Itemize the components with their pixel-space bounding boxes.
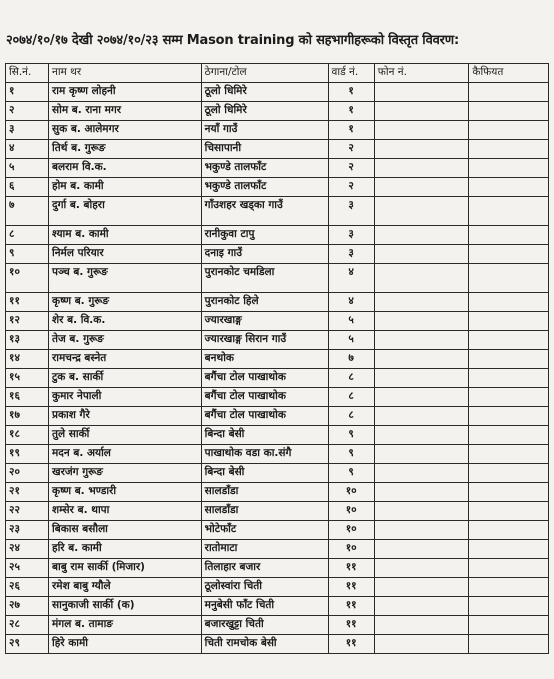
cell-ward: ३ bbox=[328, 197, 374, 226]
cell-remarks bbox=[469, 312, 549, 331]
cell-remarks bbox=[469, 159, 549, 178]
table-row bbox=[6, 369, 549, 388]
cell-ward: ११ bbox=[328, 616, 374, 635]
cell-name: तिर्थ ब. गुरूङ bbox=[49, 140, 202, 159]
cell-name: होम ब. कामी bbox=[49, 178, 202, 197]
cell-address: चिसापानी bbox=[201, 140, 328, 159]
cell-name: खरजंग गुरूङ bbox=[49, 464, 202, 483]
cell-serial: १९ bbox=[6, 445, 49, 464]
cell-serial: ११ bbox=[6, 293, 49, 312]
cell-name: बिकास बसौला bbox=[49, 521, 202, 540]
cell-serial: २९ bbox=[6, 635, 49, 654]
cell-phone bbox=[374, 121, 469, 140]
header-address: ठेगाना/टोल bbox=[201, 64, 328, 83]
table-row bbox=[6, 121, 549, 140]
cell-remarks bbox=[469, 197, 549, 226]
cell-name: निर्मल परियार bbox=[49, 245, 202, 264]
cell-ward: ३ bbox=[328, 245, 374, 264]
cell-serial: २६ bbox=[6, 578, 49, 597]
cell-name: शम्सेर ब. थापा bbox=[49, 502, 202, 521]
cell-ward: ७ bbox=[328, 350, 374, 369]
cell-address: दनाइ गाउँ bbox=[201, 245, 328, 264]
cell-remarks bbox=[469, 369, 549, 388]
cell-address: ज्यारखाङ्ग bbox=[201, 312, 328, 331]
cell-address: गाँउशहर खड्का गाउँ bbox=[201, 197, 328, 226]
cell-remarks bbox=[469, 483, 549, 502]
cell-remarks bbox=[469, 445, 549, 464]
cell-ward: १ bbox=[328, 121, 374, 140]
table-row bbox=[6, 407, 549, 426]
table-row bbox=[6, 559, 549, 578]
cell-address: बनथोक bbox=[201, 350, 328, 369]
cell-ward: २ bbox=[328, 178, 374, 197]
table-row bbox=[6, 140, 549, 159]
cell-name: कृष्ण ब. भण्डारी bbox=[49, 483, 202, 502]
cell-remarks bbox=[469, 540, 549, 559]
cell-name: तुले सार्की bbox=[49, 426, 202, 445]
cell-phone bbox=[374, 331, 469, 350]
cell-name: कुमार नेपाली bbox=[49, 388, 202, 407]
cell-name: प्रकाश गैरे bbox=[49, 407, 202, 426]
cell-name: कृष्ण ब. गुरूङ bbox=[49, 293, 202, 312]
cell-name: मंगल ब. तामाङ bbox=[49, 616, 202, 635]
cell-serial: १८ bbox=[6, 426, 49, 445]
table-row bbox=[6, 521, 549, 540]
table-row bbox=[6, 226, 549, 245]
cell-ward: ४ bbox=[328, 264, 374, 293]
cell-name: रमेश बाबु ग्यौले bbox=[49, 578, 202, 597]
cell-remarks bbox=[469, 121, 549, 140]
cell-remarks bbox=[469, 407, 549, 426]
cell-serial: २५ bbox=[6, 559, 49, 578]
cell-ward: ४ bbox=[328, 293, 374, 312]
cell-serial: १ bbox=[6, 83, 49, 102]
table-row bbox=[6, 178, 549, 197]
table-row bbox=[6, 197, 549, 226]
cell-remarks bbox=[469, 102, 549, 121]
cell-name: मदन ब. अर्याल bbox=[49, 445, 202, 464]
cell-phone bbox=[374, 521, 469, 540]
cell-remarks bbox=[469, 426, 549, 445]
cell-phone bbox=[374, 245, 469, 264]
cell-phone bbox=[374, 445, 469, 464]
cell-address: सालडाँडा bbox=[201, 483, 328, 502]
cell-remarks bbox=[469, 140, 549, 159]
cell-serial: १० bbox=[6, 264, 49, 293]
table-row bbox=[6, 426, 549, 445]
document-heading: २०७४/१०/१७ देखी २०७४/१०/२३ सम्म Mason training को सहभागीहरूको विस्तृत विवरण: bbox=[6, 33, 459, 48]
cell-name: हिरे कामी bbox=[49, 635, 202, 654]
cell-address: तिलाहार बजार bbox=[201, 559, 328, 578]
cell-phone bbox=[374, 350, 469, 369]
cell-ward: ८ bbox=[328, 407, 374, 426]
cell-serial: १३ bbox=[6, 331, 49, 350]
cell-phone bbox=[374, 293, 469, 312]
cell-ward: १० bbox=[328, 521, 374, 540]
cell-address: ठूलो धिमिरे bbox=[201, 102, 328, 121]
table-row bbox=[6, 388, 549, 407]
table-row bbox=[6, 264, 549, 293]
cell-phone bbox=[374, 264, 469, 293]
cell-phone bbox=[374, 540, 469, 559]
table-row bbox=[6, 245, 549, 264]
table-row bbox=[6, 445, 549, 464]
header-serial: सि.नं. bbox=[6, 64, 49, 83]
table-row bbox=[6, 293, 549, 312]
cell-serial: ८ bbox=[6, 226, 49, 245]
cell-phone bbox=[374, 483, 469, 502]
cell-serial: ६ bbox=[6, 178, 49, 197]
cell-ward: ९ bbox=[328, 464, 374, 483]
cell-ward: १० bbox=[328, 540, 374, 559]
cell-serial: ३ bbox=[6, 121, 49, 140]
cell-address: बिन्दा बेसी bbox=[201, 426, 328, 445]
cell-ward: १ bbox=[328, 83, 374, 102]
cell-phone bbox=[374, 559, 469, 578]
cell-phone bbox=[374, 102, 469, 121]
cell-remarks bbox=[469, 578, 549, 597]
table-row bbox=[6, 597, 549, 616]
table-row bbox=[6, 83, 549, 102]
cell-address: सालडाँडा bbox=[201, 502, 328, 521]
cell-address: बजारखुट्टा चिती bbox=[201, 616, 328, 635]
cell-ward: ८ bbox=[328, 369, 374, 388]
cell-serial: १६ bbox=[6, 388, 49, 407]
cell-name: बलराम वि.क. bbox=[49, 159, 202, 178]
cell-name: बाबु राम सार्की (मिजार) bbox=[49, 559, 202, 578]
cell-name: टुक ब. सार्की bbox=[49, 369, 202, 388]
cell-remarks bbox=[469, 559, 549, 578]
cell-phone bbox=[374, 178, 469, 197]
header-phone: फोन नं. bbox=[374, 64, 469, 83]
cell-phone bbox=[374, 635, 469, 654]
cell-address: रातोमाटा bbox=[201, 540, 328, 559]
cell-phone bbox=[374, 502, 469, 521]
cell-phone bbox=[374, 616, 469, 635]
table-row bbox=[6, 483, 549, 502]
cell-phone bbox=[374, 388, 469, 407]
cell-phone bbox=[374, 464, 469, 483]
cell-address: पुरानकोट हिले bbox=[201, 293, 328, 312]
cell-name: श्याम ब. कामी bbox=[49, 226, 202, 245]
cell-ward: २ bbox=[328, 140, 374, 159]
cell-ward: १ bbox=[328, 102, 374, 121]
table-body bbox=[6, 83, 549, 654]
cell-phone bbox=[374, 83, 469, 102]
cell-name: सुक ब. आलेमगर bbox=[49, 121, 202, 140]
cell-phone bbox=[374, 578, 469, 597]
cell-serial: ५ bbox=[6, 159, 49, 178]
cell-remarks bbox=[469, 388, 549, 407]
cell-address: पुरानकोट चमडिला bbox=[201, 264, 328, 293]
table-row bbox=[6, 616, 549, 635]
cell-address: बगैंचा टोल पाखाथोक bbox=[201, 407, 328, 426]
cell-ward: ११ bbox=[328, 578, 374, 597]
table-row bbox=[6, 350, 549, 369]
cell-remarks bbox=[469, 635, 549, 654]
cell-ward: १० bbox=[328, 502, 374, 521]
cell-name: राम कृष्ण लोहनी bbox=[49, 83, 202, 102]
cell-remarks bbox=[469, 293, 549, 312]
cell-name: सानुकाजी सार्की (क) bbox=[49, 597, 202, 616]
cell-remarks bbox=[469, 245, 549, 264]
table-row bbox=[6, 312, 549, 331]
cell-name: तेज ब. गुरूङ bbox=[49, 331, 202, 350]
cell-address: नयाँ गाउँ bbox=[201, 121, 328, 140]
cell-serial: १२ bbox=[6, 312, 49, 331]
cell-address: पाखाथोक वडा का.संगै bbox=[201, 445, 328, 464]
cell-ward: ११ bbox=[328, 635, 374, 654]
cell-phone bbox=[374, 407, 469, 426]
table-row bbox=[6, 635, 549, 654]
cell-ward: २ bbox=[328, 159, 374, 178]
participants-table bbox=[5, 63, 549, 654]
cell-remarks bbox=[469, 226, 549, 245]
table-row bbox=[6, 331, 549, 350]
cell-remarks bbox=[469, 597, 549, 616]
cell-address: रानीकुवा टापु bbox=[201, 226, 328, 245]
cell-phone bbox=[374, 597, 469, 616]
header-name: नाम थर bbox=[49, 64, 202, 83]
cell-remarks bbox=[469, 331, 549, 350]
cell-serial: २७ bbox=[6, 597, 49, 616]
cell-name: शेर ब. वि.क. bbox=[49, 312, 202, 331]
cell-address: बगैंचा टोल पाखाथोक bbox=[201, 388, 328, 407]
cell-remarks bbox=[469, 616, 549, 635]
cell-address: चिती रामचोक बेसी bbox=[201, 635, 328, 654]
cell-name: दुर्गा ब. बोहरा bbox=[49, 197, 202, 226]
cell-serial: २० bbox=[6, 464, 49, 483]
cell-remarks bbox=[469, 350, 549, 369]
cell-address: बिन्दा बेसी bbox=[201, 464, 328, 483]
table-row bbox=[6, 502, 549, 521]
cell-ward: ५ bbox=[328, 312, 374, 331]
table-row bbox=[6, 102, 549, 121]
cell-serial: १५ bbox=[6, 369, 49, 388]
cell-name: रामचन्द्र बस्नेत bbox=[49, 350, 202, 369]
cell-serial: २१ bbox=[6, 483, 49, 502]
cell-serial: २२ bbox=[6, 502, 49, 521]
table-row bbox=[6, 578, 549, 597]
cell-name: पञ्च ब. गुरूङ bbox=[49, 264, 202, 293]
cell-ward: ३ bbox=[328, 226, 374, 245]
cell-serial: ९ bbox=[6, 245, 49, 264]
cell-remarks bbox=[469, 464, 549, 483]
cell-ward: ९ bbox=[328, 445, 374, 464]
cell-serial: १७ bbox=[6, 407, 49, 426]
cell-address: भकुण्डे तालफाँट bbox=[201, 178, 328, 197]
cell-serial: २ bbox=[6, 102, 49, 121]
header-remarks: कैफियत bbox=[469, 64, 549, 83]
cell-address: मनुबेसी फाँट चिती bbox=[201, 597, 328, 616]
cell-ward: ५ bbox=[328, 331, 374, 350]
table-row bbox=[6, 159, 549, 178]
cell-address: ठूलोस्वांरा चिती bbox=[201, 578, 328, 597]
cell-remarks bbox=[469, 521, 549, 540]
table-row bbox=[6, 540, 549, 559]
cell-remarks bbox=[469, 178, 549, 197]
header-ward: वार्ड नं. bbox=[328, 64, 374, 83]
cell-address: ठूलो धिमिरे bbox=[201, 83, 328, 102]
table-row bbox=[6, 464, 549, 483]
cell-phone bbox=[374, 197, 469, 226]
cell-ward: ११ bbox=[328, 597, 374, 616]
cell-ward: ११ bbox=[328, 559, 374, 578]
cell-serial: ७ bbox=[6, 197, 49, 226]
cell-remarks bbox=[469, 502, 549, 521]
cell-remarks bbox=[469, 83, 549, 102]
cell-address: बगैंचा टोल पाखाथोक bbox=[201, 369, 328, 388]
cell-name: हरि ब. कामी bbox=[49, 540, 202, 559]
cell-name: सोम ब. राना मगर bbox=[49, 102, 202, 121]
cell-phone bbox=[374, 369, 469, 388]
cell-address: भकुण्डे तालफाँट bbox=[201, 159, 328, 178]
cell-serial: २३ bbox=[6, 521, 49, 540]
cell-ward: ९ bbox=[328, 426, 374, 445]
cell-phone bbox=[374, 140, 469, 159]
cell-remarks bbox=[469, 264, 549, 293]
table-header-row bbox=[6, 64, 549, 83]
cell-serial: २४ bbox=[6, 540, 49, 559]
cell-phone bbox=[374, 426, 469, 445]
cell-address: ज्यारखाङ्ग सिरान गाउँ bbox=[201, 331, 328, 350]
cell-phone bbox=[374, 159, 469, 178]
cell-ward: ८ bbox=[328, 388, 374, 407]
cell-serial: १४ bbox=[6, 350, 49, 369]
cell-phone bbox=[374, 226, 469, 245]
cell-serial: २८ bbox=[6, 616, 49, 635]
cell-address: भोटेफाँट bbox=[201, 521, 328, 540]
cell-serial: ४ bbox=[6, 140, 49, 159]
cell-ward: १० bbox=[328, 483, 374, 502]
cell-phone bbox=[374, 312, 469, 331]
